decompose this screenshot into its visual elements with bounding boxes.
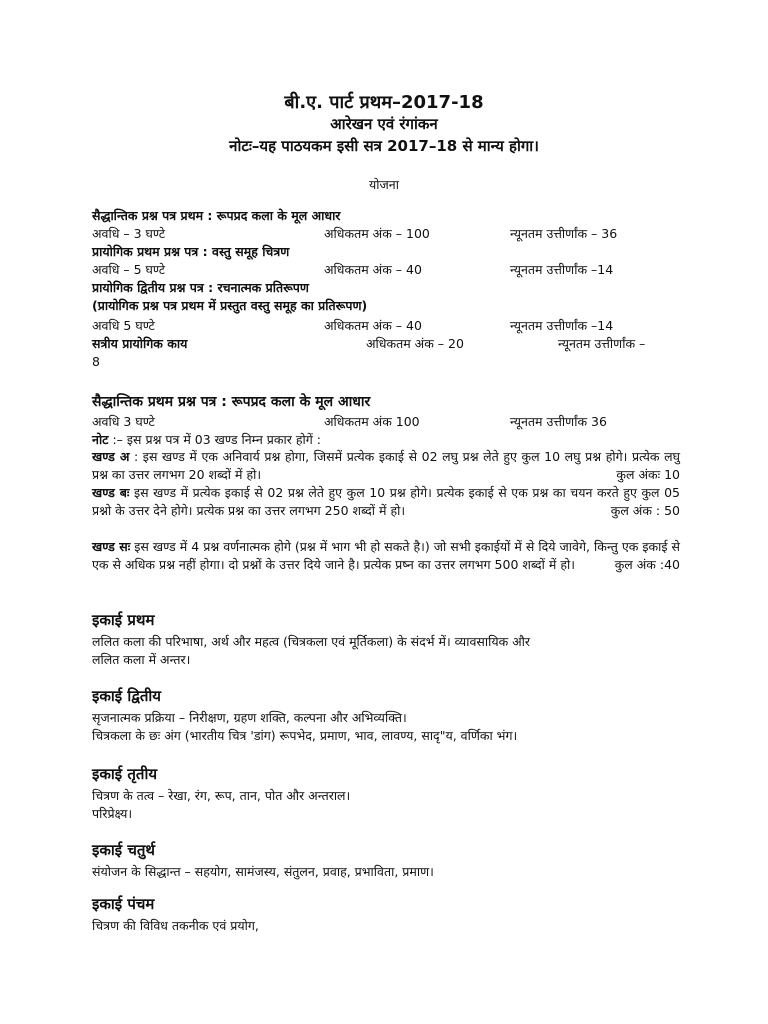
section-b-marks: कुल अंक : 50 [610, 503, 680, 518]
unit-1-line-2: ललित कला में अन्तर। [92, 652, 191, 667]
note-label: नोट [92, 432, 109, 447]
scheme-paper-2-title: प्रायोगिक प्रथम प्रश्न पत्र : वस्तु समूह चित्रण [92, 244, 290, 259]
note-text: :– इस प्रश्न पत्र में 03 खण्ड निम्न प्रकार होगें : [108, 432, 321, 447]
sessional-min-wrap: 8 [92, 354, 100, 369]
unit-4-line-1: संयोजन के सिद्धान्त – सहयोग, सामंजस्य, संतुलन, प्रवाह, प्रभाविता, प्रमाण। [92, 864, 434, 879]
section-a [92, 448, 680, 484]
duration: अवधि – 5 घण्टे [92, 262, 166, 277]
unit-3-line-1: चित्रण के तत्व – रेखा, रंग, रूप, तान, पोत और अन्तराल। [92, 788, 351, 803]
unit-3-heading: इकाई तृतीय [92, 765, 158, 783]
unit-3-line-2: परिप्रेक्ष्य। [92, 806, 133, 821]
unit-5-line-1: चित्रण की विविध तकनीक एवं प्रयोग, [92, 918, 259, 933]
section-a-label: खण्ड अ [92, 449, 130, 464]
section-c-marks: कुल अंक :40 [614, 557, 680, 572]
document-title: बी.ए. पार्ट प्रथम–2017-18 [284, 92, 484, 113]
sessional-title: सत्रीय प्रायोगिक काय [92, 336, 188, 351]
scheme-paper-1-title: सैद्धान्तिक प्रश्न पत्र प्रथम : रूपप्रद कला के मूल आधार [92, 208, 341, 223]
max-marks: अधिकतम अंक – 20 [366, 336, 464, 351]
scheme-paper-3-subtitle: (प्रायोगिक प्रश्न पत्र प्रथम में प्रस्तुत वस्तु समूह का प्रतिरूपण) [92, 298, 368, 313]
section-c-text: इस खण्ड में 4 प्रश्न वर्णनात्मक होगे (प्रश्न में भाग भी हो सकते है।) जो सभी इकाईयों में से दिये जावेगे, किन्तु एक इकाई से एक से अधिक प्रश्न नहीं होगा। दो प्रश्नों के उत्तर दिये जाने है। प्रत्येक प्रष्न का उत्तर लगभग 500 शब्दों में हो। [92, 539, 680, 572]
paper-note [92, 432, 321, 448]
max-marks: अधिकतम अंक – 100 [324, 226, 430, 241]
paper-title: सैद्धान्तिक प्रथम प्रश्न पत्र : रूपप्रद कला के मूल आधार [92, 394, 371, 410]
duration: अवधि 3 घण्टे [92, 414, 155, 429]
unit-2-line-1: सृजनात्मक प्रक्रिया – निरीक्षण, ग्रहण शक्ति, कल्पना और अभिव्यक्ति। [92, 710, 407, 725]
max-marks: अधिकतम अंक – 40 [324, 262, 422, 277]
validity-note: नोटः–यह पाठयकम इसी सत्र 2017–18 से मान्य होगा। [229, 137, 539, 155]
unit-1-heading: इकाई प्रथम [92, 611, 155, 629]
min-marks: न्यूनतम उत्तीर्णांक – [558, 336, 646, 351]
min-marks: न्यूनतम उत्तीर्णांक 36 [510, 414, 607, 429]
min-marks: न्यूनतम उत्तीर्णांक –14 [510, 262, 614, 277]
duration: अवधि 5 घण्टे [92, 318, 155, 333]
section-a-marks: कुल अंकः 10 [616, 467, 680, 482]
unit-1-line-1: ललित कला की परिभाषा, अर्थ और महत्व (चित्रकला एवं मूर्तिकला) के संदर्भ में। व्यावसायिक और [92, 634, 531, 649]
unit-4-heading: इकाई चतुर्थ [92, 841, 156, 859]
unit-2-heading: इकाई द्वितीय [92, 687, 162, 705]
section-a-text: : इस खण्ड में एक अनिवार्य प्रश्न होगा, जिसमें प्रत्येक इकाई से 02 लघु प्रश्न लेते हुए कुल 10 लघु प्रश्न होगे। प्रत्येक लघु प्रश्न का उत्तर लगभग 20 शब्दों में हो। [92, 449, 680, 482]
section-b-label: खण्ड बः [92, 485, 130, 500]
max-marks: अधिकतम अंक – 40 [324, 318, 422, 333]
unit-2-line-2: चित्रकला के छः अंग (भारतीय चित्र 'डांग) रूपभेद, प्रमाण, भाव, लावण्य, सादृ"य, वर्णिका भंग। [92, 728, 518, 743]
section-b [92, 484, 680, 520]
duration: अवधि – 3 घण्टे [92, 226, 166, 241]
min-marks: न्यूनतम उत्तीर्णांक –14 [510, 318, 614, 333]
section-b-text: इस खण्ड में प्रत्येक इकाई से 02 प्रश्न लेते हुए कुल 10 प्रश्न होगे। प्रत्येक इकाई से एक प्रश्न का चयन करते हुए कुल 05 प्रश्नो के उत्तर देने होगे। प्रत्येक प्रश्न का उत्तर लगभग 250 शब्दों में हो। [92, 485, 680, 518]
unit-5-heading: इकाई पंचम [92, 895, 155, 913]
max-marks: अधिकतम अंक 100 [324, 414, 420, 429]
section-c-label: खण्ड सः [92, 539, 131, 554]
scheme-paper-3-title: प्रायोगिक द्वितीय प्रश्न पत्र : रचनात्मक प्रतिरूपण [92, 280, 309, 295]
min-marks: न्यूनतम उत्तीर्णांक – 36 [510, 226, 618, 241]
subject-title: आरेखन एवं रंगांकन [330, 115, 438, 133]
section-c [92, 538, 680, 574]
scheme-heading: योजना [369, 177, 399, 192]
